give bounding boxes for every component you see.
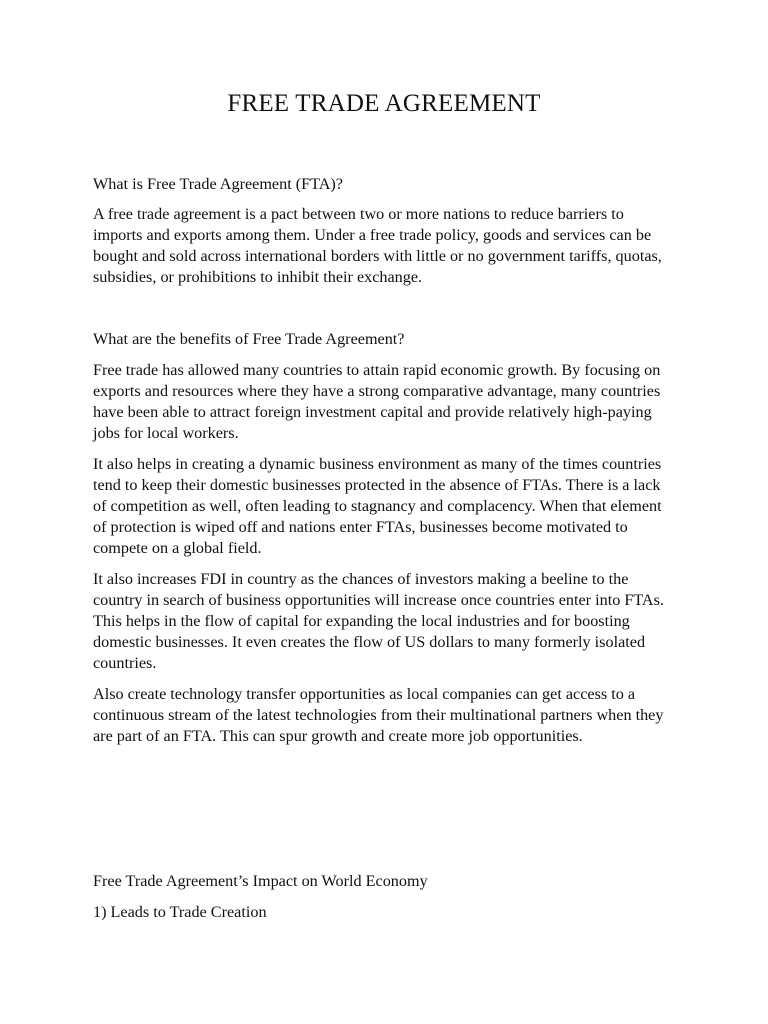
paragraph-benefit-dynamic-environment: It also helps in creating a dynamic business environment as many of the times countries tend to keep their domestic businesses protected in the absence of FTAs. There is a lack of competition as well, often leading to stagnancy and complacency. When that element of protection is wiped off and nations enter FTAs, businesses become motivated to compete on a global field. bbox=[93, 455, 662, 557]
section-heading-benefits: What are the benefits of Free Trade Agreement? bbox=[93, 330, 405, 348]
subheading-trade-creation: 1) Leads to Trade Creation bbox=[93, 903, 267, 921]
paragraph-benefit-growth: Free trade has allowed many countries to attain rapid economic growth. By focusing on exports and resources where they have a strong comparative advantage, many countries have been able to attract foreign investment capital and provide relatively high-paying jobs for local workers. bbox=[93, 361, 661, 442]
section-heading-impact: Free Trade Agreement’s Impact on World Economy bbox=[93, 872, 428, 890]
paragraph-benefit-fdi: It also increases FDI in country as the chances of investors making a beeline to the country in search of business opportunities will increase once countries enter into FTAs. This helps in the flow of capital for expanding the local industries and for boosting domestic businesses. It even creates the flow of US dollars to many formerly isolated countries. bbox=[93, 570, 664, 672]
paragraph-fta-definition: A free trade agreement is a pact between two or more nations to reduce barriers to imports and exports among them. Under a free trade policy, goods and services can be bought and sold across international borders with little or no government tariffs, quotas, subsidies, or prohibitions to inhibit their exchange. bbox=[93, 205, 662, 286]
section-heading-what-is: What is Free Trade Agreement (FTA)? bbox=[93, 175, 343, 193]
page-title: FREE TRADE AGREEMENT bbox=[227, 90, 541, 117]
paragraph-benefit-technology: Also create technology transfer opportunities as local companies can get access to a continuous stream of the latest technologies from their multinational partners when they are part of an FTA. This can spur growth and create more job opportunities. bbox=[93, 685, 664, 745]
